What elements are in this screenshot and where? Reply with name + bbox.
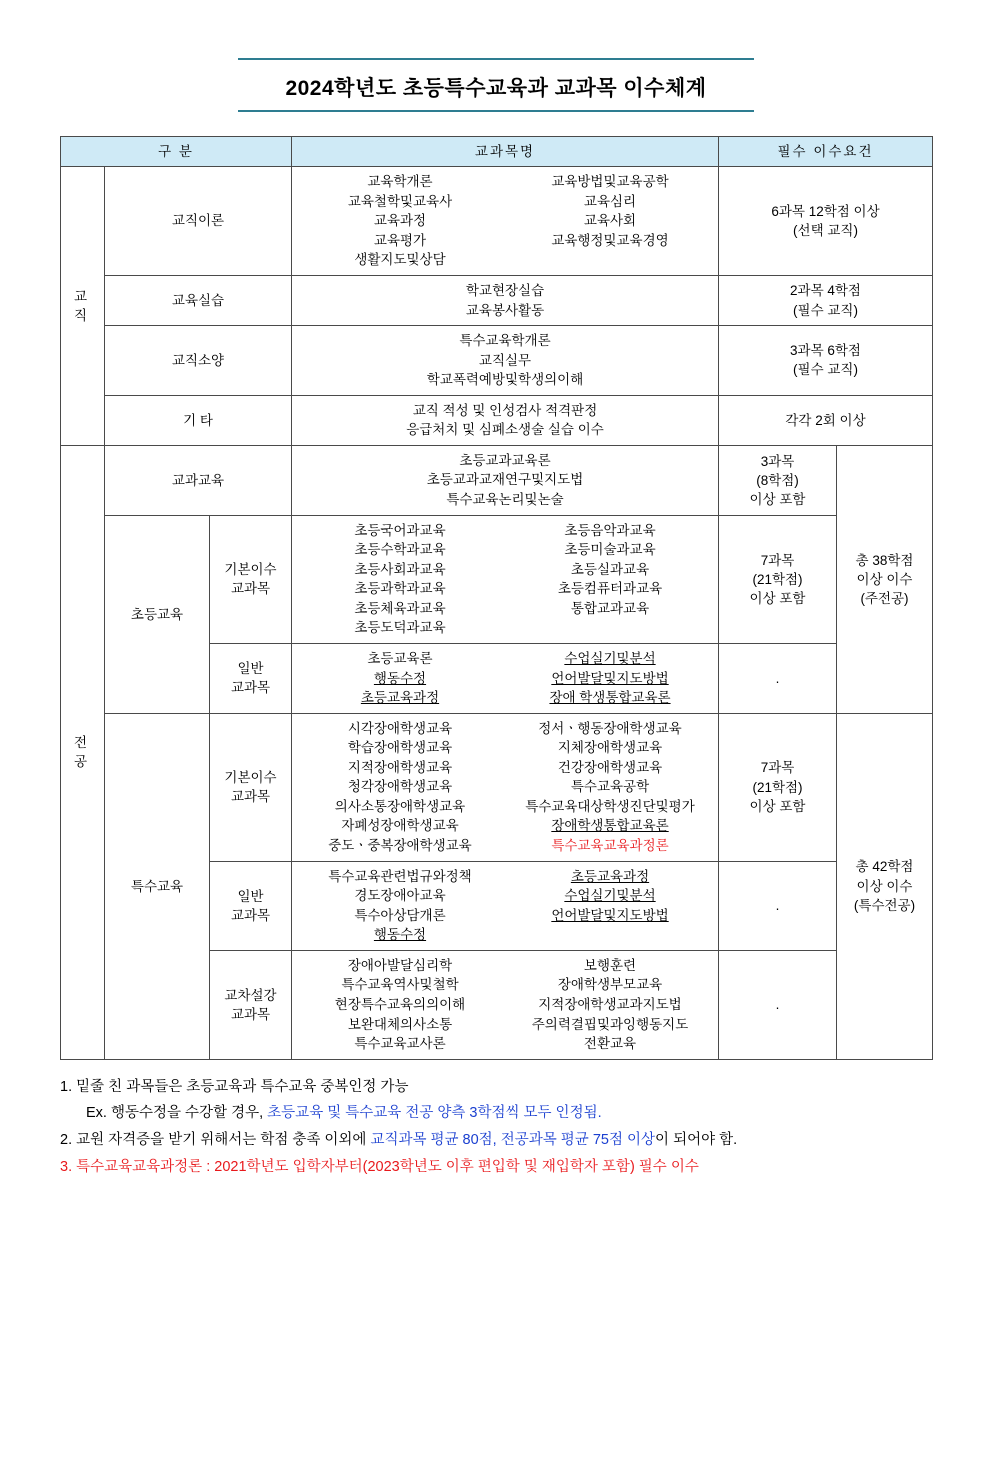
course-item: 청각장애학생교육 bbox=[347, 779, 453, 795]
course-item: 학습장애학생교육 bbox=[347, 740, 453, 756]
course-item: 중도ㆍ중복장애학생교육 bbox=[328, 838, 472, 854]
category-gyojik: 교 직 bbox=[61, 167, 105, 446]
course-item: 자폐성장애학생교육 bbox=[341, 818, 459, 834]
title-rule-top bbox=[238, 58, 754, 60]
course-item: 초등도덕과교육 bbox=[354, 620, 446, 636]
sub2-line: 교과목 bbox=[230, 1006, 271, 1022]
course-item: 초등사회과교육 bbox=[354, 561, 446, 577]
header-division: 구 분 bbox=[61, 137, 292, 167]
course-item: 교직실무 bbox=[478, 352, 532, 368]
table-row bbox=[61, 445, 933, 515]
courses-special-general bbox=[292, 861, 719, 950]
course-item: 장애학생부모교육 bbox=[557, 977, 663, 993]
course-col-right bbox=[505, 172, 715, 270]
course-item: 학교현장실습 bbox=[465, 282, 545, 298]
requirement-gita bbox=[719, 395, 933, 445]
total-line: 이상 이수 bbox=[856, 571, 913, 587]
course-col-left bbox=[295, 172, 505, 270]
course-item: 지적장애학생교육 bbox=[347, 759, 453, 775]
footnote-2-pre: 2. 교원 자격증을 받기 위해서는 학점 충족 이외에 bbox=[60, 1132, 371, 1149]
course-item: 특수교육학개론 bbox=[459, 333, 551, 349]
requirement-cross-listed: . bbox=[719, 950, 837, 1059]
sub-teuksu-gyoyuk: 특수교육 bbox=[105, 713, 210, 1059]
sub2-line: 기본이수 bbox=[224, 769, 277, 785]
total-line: (특수전공) bbox=[853, 897, 916, 913]
footnotes bbox=[60, 1074, 940, 1181]
total-line: (주전공) bbox=[860, 590, 909, 606]
course-item: 의사소통장애학생교육 bbox=[334, 798, 466, 814]
course-col-right bbox=[505, 719, 715, 856]
course-item: 초등미술과교육 bbox=[564, 542, 656, 558]
requirement-gyoyuk-silseup bbox=[719, 275, 933, 325]
course-item: 교육심리 bbox=[583, 193, 637, 209]
requirement-line: 7과목 bbox=[760, 760, 795, 776]
course-col-right bbox=[505, 956, 715, 1054]
requirement-line: 3과목 bbox=[760, 453, 795, 469]
courses-elementary-basic bbox=[292, 515, 719, 643]
course-item: 특수아상담개론 bbox=[354, 907, 446, 923]
footnote-1: 1. 밑줄 친 과목들은 초등교육과 특수교육 중복인정 가능 bbox=[60, 1078, 409, 1095]
footnote-2-post: 이 되어야 함. bbox=[655, 1132, 738, 1149]
total-line: 총 38학점 bbox=[855, 552, 914, 568]
courses-cross-listed bbox=[292, 950, 719, 1059]
course-item: 초등컴퓨터과교육 bbox=[557, 581, 663, 597]
course-item: 교육철학및교육사 bbox=[347, 193, 453, 209]
course-item: 특수교육역사및철학 bbox=[341, 977, 459, 993]
course-item: 교육봉사활동 bbox=[465, 302, 545, 318]
sub2-basic-courses-special bbox=[210, 713, 292, 861]
sub2-line: 교과목 bbox=[230, 907, 271, 923]
course-item: 교육방법및교육공학 bbox=[551, 174, 669, 190]
sub2-line: 교과목 bbox=[230, 581, 271, 597]
course-item: 교육행정및교육경영 bbox=[551, 232, 669, 248]
course-item: 초등과학과교육 bbox=[354, 581, 446, 597]
course-col-right bbox=[505, 649, 715, 708]
total-line: 이상 이수 bbox=[856, 878, 913, 894]
sub-gyojik-soyang: 교직소양 bbox=[105, 326, 292, 396]
course-item-highlighted: 특수교육교육과정론 bbox=[551, 838, 669, 854]
sub2-general-courses-elementary bbox=[210, 643, 292, 713]
course-item: 초등실과교육 bbox=[570, 561, 650, 577]
courses-gyoyuk-silseup bbox=[292, 275, 719, 325]
course-item: 행동수정 bbox=[373, 927, 427, 943]
course-item: 주의력결핍및과잉행동지도 bbox=[531, 1016, 689, 1032]
course-item: 언어발달및지도방법 bbox=[551, 670, 669, 686]
requirement-line: 7과목 bbox=[760, 552, 795, 568]
course-item: 수업실기및분석 bbox=[564, 888, 656, 904]
course-item: 초등체육과교육 bbox=[354, 600, 446, 616]
course-col-right bbox=[505, 521, 715, 638]
requirement-line: 3과목 6학점 bbox=[790, 343, 861, 359]
footnote-2-highlight: 교직과목 평균 80점, 전공과목 평균 75점 이상 bbox=[370, 1132, 656, 1149]
requirement-special-basic bbox=[719, 713, 837, 861]
course-col-left bbox=[295, 719, 505, 856]
course-item: 교육평가 bbox=[373, 232, 427, 248]
course-item: 통합교과교육 bbox=[570, 600, 650, 616]
course-item: 교육과정 bbox=[373, 213, 427, 229]
course-item: 시각장애학생교육 bbox=[347, 720, 453, 736]
courses-special-basic bbox=[292, 713, 719, 861]
requirement-gyogwa-gyoyuk bbox=[719, 445, 837, 515]
requirement-line: (8학점) bbox=[756, 472, 799, 488]
footnote-1-example-highlight: 초등교육 및 특수교육 전공 양측 3학점씩 모두 인정됨. bbox=[267, 1105, 602, 1122]
course-item: 정서ㆍ행동장애학생교육 bbox=[538, 720, 682, 736]
table-header-row bbox=[61, 137, 933, 167]
category-jeongong: 전 공 bbox=[61, 445, 105, 1059]
table-row bbox=[61, 167, 933, 276]
course-item: 특수교육공학 bbox=[570, 779, 650, 795]
sub2-line: 일반 bbox=[237, 888, 264, 904]
course-item: 보완대체의사소통 bbox=[347, 1016, 453, 1032]
page-title: 2024학년도 초등특수교육과 교과목 이수체계 bbox=[285, 77, 707, 100]
course-item: 경도장애아교육 bbox=[354, 888, 446, 904]
course-item: 초등음악과교육 bbox=[564, 522, 656, 538]
requirement-elementary-basic bbox=[719, 515, 837, 643]
table-row bbox=[61, 713, 933, 861]
requirement-line: 2과목 4학점 bbox=[790, 283, 861, 299]
course-item: 현장특수교육의의이해 bbox=[334, 996, 466, 1012]
requirement-line: 각각 2회 이상 bbox=[785, 412, 866, 428]
total-line: 총 42학점 bbox=[855, 859, 914, 875]
sub2-line: 교과목 bbox=[230, 680, 271, 696]
course-item: 특수교육교사론 bbox=[354, 1036, 446, 1052]
course-item: 전환교육 bbox=[583, 1036, 637, 1052]
course-item: 수업실기및분석 bbox=[564, 650, 656, 666]
course-item: 초등국어과교육 bbox=[354, 522, 446, 538]
document-page bbox=[0, 58, 992, 1461]
course-item: 보행훈련 bbox=[583, 957, 637, 973]
course-item: 장애 학생통합교육론 bbox=[549, 690, 671, 706]
curriculum-table bbox=[60, 136, 933, 1060]
course-col-left bbox=[295, 867, 505, 945]
courses-gyojik-theory bbox=[292, 167, 719, 276]
course-item: 교육학개론 bbox=[367, 174, 433, 190]
course-item: 생활지도및상담 bbox=[354, 252, 446, 268]
footnote-1-example bbox=[60, 1100, 940, 1127]
sub2-line: 교차설강 bbox=[224, 987, 277, 1003]
course-col-right bbox=[505, 867, 715, 945]
sub-gyogwa-gyoyuk: 교과교육 bbox=[105, 445, 292, 515]
requirement-line: (21학점) bbox=[752, 779, 803, 795]
course-item: 초등수학과교육 bbox=[354, 542, 446, 558]
course-item: 장애아발달심리학 bbox=[347, 957, 453, 973]
courses-elementary-general bbox=[292, 643, 719, 713]
footnote-1-example-pre: Ex. 행동수정을 수강할 경우, bbox=[86, 1105, 268, 1122]
requirement-line: (선택 교직) bbox=[793, 223, 858, 239]
requirement-line: 6과목 12학점 이상 bbox=[771, 203, 880, 219]
course-item: 초등교과교재연구및지도법 bbox=[426, 472, 584, 488]
sub-gita: 기 타 bbox=[105, 395, 292, 445]
requirement-elementary-general: . bbox=[719, 643, 837, 713]
course-item: 응급처치 및 심폐소생술 실습 이수 bbox=[406, 422, 604, 438]
sub2-line: 일반 bbox=[237, 661, 264, 677]
table-row bbox=[61, 515, 933, 643]
course-item: 초등교육론 bbox=[367, 650, 433, 666]
requirement-line: 이상 포함 bbox=[749, 590, 806, 606]
requirement-line: (필수 교직) bbox=[793, 362, 858, 378]
header-requirement: 필수 이수요건 bbox=[719, 137, 933, 167]
sub-gyojik-theory: 교직이론 bbox=[105, 167, 292, 276]
course-item: 초등교육과정 bbox=[570, 868, 650, 884]
course-item: 초등교육과정 bbox=[360, 690, 440, 706]
course-item: 특수교육논리및논술 bbox=[446, 492, 564, 508]
course-col-left bbox=[295, 956, 505, 1054]
course-item: 행동수정 bbox=[373, 670, 427, 686]
table-row bbox=[61, 395, 933, 445]
requirement-line: (필수 교직) bbox=[793, 302, 858, 318]
total-credits-special-major bbox=[837, 713, 933, 1059]
course-item: 지적장애학생교과지도법 bbox=[538, 996, 682, 1012]
total-credits-main-major bbox=[837, 445, 933, 713]
header-course-name: 교과목명 bbox=[292, 137, 719, 167]
course-item: 학교폭력예방및학생의이해 bbox=[426, 372, 584, 388]
sub-chodeung-gyoyuk: 초등교육 bbox=[105, 515, 210, 713]
sub2-line: 교과목 bbox=[230, 789, 271, 805]
document-title-block bbox=[60, 58, 932, 112]
course-item: 교육사회 bbox=[583, 213, 637, 229]
sub2-general-courses-special bbox=[210, 861, 292, 950]
course-item: 언어발달및지도방법 bbox=[551, 907, 669, 923]
course-col-left bbox=[295, 649, 505, 708]
course-item: 특수교육대상학생진단및평가 bbox=[525, 798, 695, 814]
footnote-2 bbox=[60, 1127, 940, 1154]
course-item: 교직 적성 및 인성검사 적격판정 bbox=[412, 402, 598, 418]
requirement-special-general: . bbox=[719, 861, 837, 950]
sub-gyoyuk-silseup: 교육실습 bbox=[105, 275, 292, 325]
requirement-line: 이상 포함 bbox=[749, 798, 806, 814]
title-rule-bottom bbox=[238, 110, 754, 112]
sub2-cross-listed-courses bbox=[210, 950, 292, 1059]
courses-gyojik-soyang bbox=[292, 326, 719, 396]
requirement-gyojik-theory bbox=[719, 167, 933, 276]
requirement-line: 이상 포함 bbox=[749, 491, 806, 507]
sub2-basic-courses-elementary bbox=[210, 515, 292, 643]
course-item: 장애학생통합교육론 bbox=[551, 818, 669, 834]
footnote-3: 3. 특수교육교육과정론 : 2021학년도 입학자부터(2023학년도 이후 편입학 및 재입학자 포함) 필수 이수 bbox=[60, 1159, 699, 1176]
table-row bbox=[61, 326, 933, 396]
table-row bbox=[61, 275, 933, 325]
requirement-gyojik-soyang bbox=[719, 326, 933, 396]
course-item: 특수교육관련법규와정책 bbox=[328, 868, 472, 884]
course-item: 지체장애학생교육 bbox=[557, 740, 663, 756]
course-col-left bbox=[295, 521, 505, 638]
course-item: 건강장애학생교육 bbox=[557, 759, 663, 775]
sub2-line: 기본이수 bbox=[224, 562, 277, 578]
courses-gita bbox=[292, 395, 719, 445]
courses-gyogwa-gyoyuk bbox=[292, 445, 719, 515]
requirement-line: (21학점) bbox=[752, 571, 803, 587]
course-item: 초등교과교육론 bbox=[459, 452, 551, 468]
